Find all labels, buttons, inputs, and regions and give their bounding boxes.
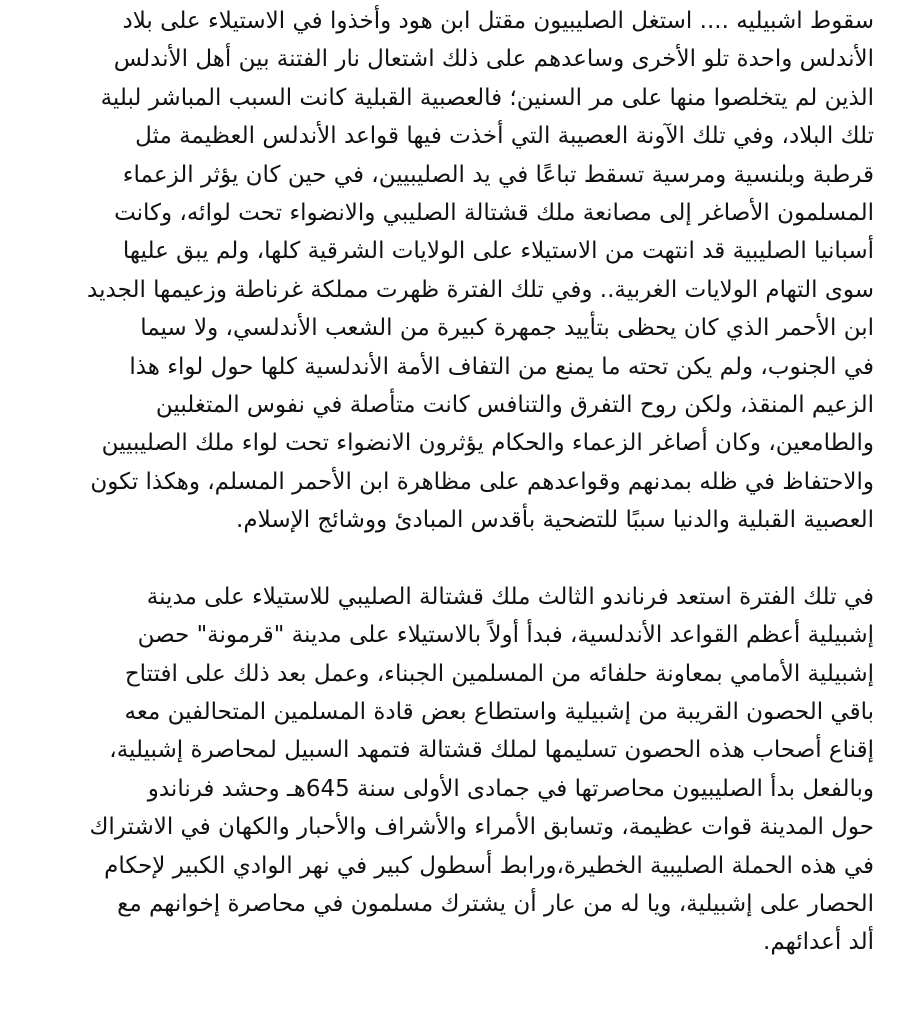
text-line: الأندلس واحدة تلو الأخرى وساعدهم على ذلك اشتعال نار الفتنة بين أهل الأندلس [113,46,874,73]
text-line: إقناع أصحاب هذه الحصون تسليمها لملك قشتالة فتمهد السبيل لمحاصرة إشبيلية، [109,737,874,764]
text-line: ابن الأحمر الذي كان يحظى بتأييد جمهرة كبيرة من الشعب الأندلسي، ولا سيما [140,315,874,342]
text-line: الذين لم يتخلصوا منها على مر السنين؛ فالعصبية القبلية كانت السبب المباشر لبلية [100,84,874,111]
text-line: أسبانيا الصليبية قد انتهت من الاستيلاء على الولايات الشرقية كلها، ولم يبق عليها [122,238,874,265]
text-line: ألد أعدائهم. [763,929,874,956]
text-line: الزعيم المنقذ، ولكن روح التفرق والتنافس كانت متأصلة في نفوس المتغلبين [155,392,874,419]
text-line: وبالفعل بدأ الصليبيون محاصرتها في جمادى الأولى سنة 645هـ وحشد فرناندو [147,775,874,802]
text-line: العصبية القبلية والدنيا سببًا للتضحية بأقدس المبادئ ووشائج الإسلام. [236,507,874,534]
text-line: والاحتفاظ في ظله بمدنهم وقواعدهم على مظاهرة ابن الأحمر المسلم، وهكذا تكون [90,468,874,495]
text-line: إشبيلية الأمامي بمعاونة حلفائه من المسلمين الجبناء، وعمل بعد ذلك على افتتاح [124,660,874,687]
text-line: إشبيلية أعظم القواعد الأندلسية، فبدأ أولاً بالاستيلاء على مدينة "قرمونة" حصن [137,622,874,649]
text-line: في هذه الحملة الصليبية الخطيرة،ورابط أسطول كبير في نهر الوادي الكبير لإحكام [104,852,874,879]
text-line: الحصار على إشبيلية، ويا له من عار أن يشترك مسلمون في محاصرة إخوانهم مع [117,890,874,917]
text-line: سوى التهام الولايات الغربية.. وفي تلك الفترة ظهرت مملكة غرناطة وزعيمها الجديد [87,276,874,303]
paragraph-siege-of-seville [20,578,874,962]
text-line: والطامعين، وكان أصاغر الزعماء والحكام يؤثرون الانضواء تحت لواء ملك الصليبيين [101,430,874,457]
text-line: باقي الحصون القريبة من إشبيلية واستطاع بعض قادة المسلمين المتحالفين معه [124,698,874,725]
text-line: تلك البلاد، وفي تلك الآونة العصيبة التي أخذت فيها قواعد الأندلس العظيمة مثل [135,123,874,150]
text-line: في تلك الفترة استعد فرناندو الثالث ملك قشتالة الصليبي للاستيلاء على مدينة [146,583,874,610]
text-line: قرطبة وبلنسية ومرسية تسقط تباعًا في يد الصليبيين، في حين كان يؤثر الزعماء [122,161,874,188]
text-line: حول المدينة قوات عظيمة، وتسابق الأمراء والأشراف والأحبار والكهان في الاشتراك [89,814,874,841]
text-line: المسلمون الأصاغر إلى مصانعة ملك قشتالة الصليبي والانضواء تحت لوائه، وكانت [114,200,874,227]
text-line: في الجنوب، ولم يكن تحته ما يمنع من التفاف الأمة الأندلسية كلها حول لواء هذا [129,353,874,380]
text-line: سقوط اشبيليه .... استغل الصليبيون مقتل ابن هود وأخذوا في الاستيلاء على بلاد [122,8,874,34]
paragraph-fall-of-seville [20,0,874,540]
